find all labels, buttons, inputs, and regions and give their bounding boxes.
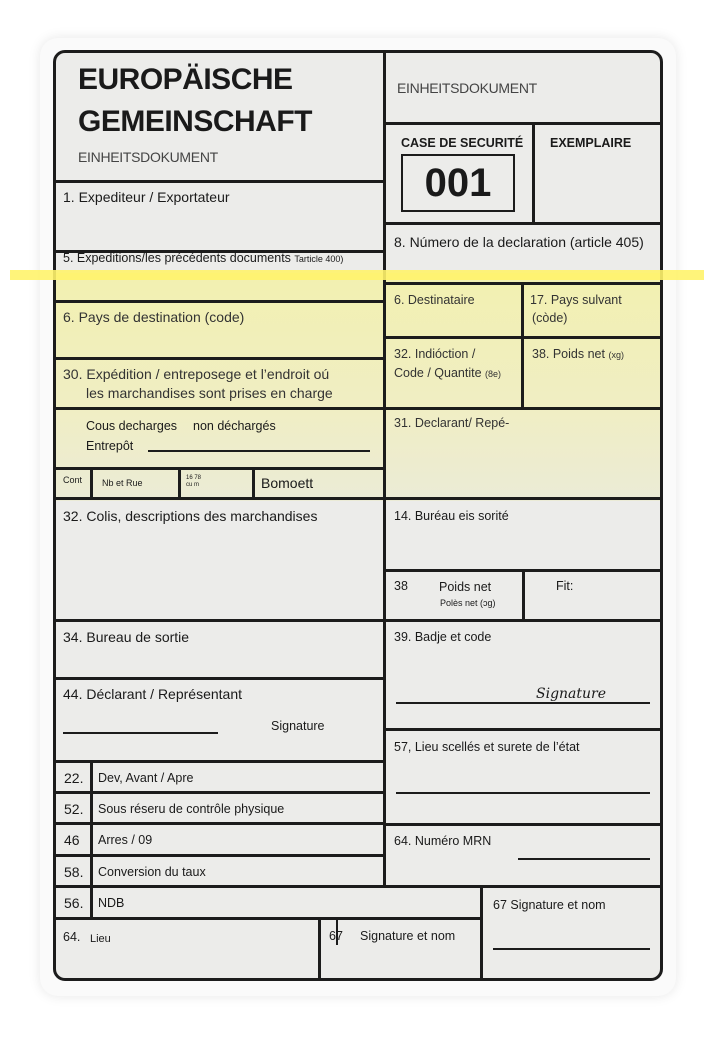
field-64-label: Lieu	[90, 933, 111, 945]
grid-line	[53, 467, 383, 470]
fit-label: Fit:	[556, 579, 574, 593]
field-64-mrn-line[interactable]	[518, 858, 650, 860]
row-46-num: 46	[64, 832, 80, 848]
grid-line	[178, 467, 181, 497]
entrepot-label: Entrepôt	[86, 439, 134, 453]
field-31-label: 31. Declarant/ Repé-	[394, 416, 510, 430]
row-22-num: 22.	[64, 770, 84, 786]
grid-line	[53, 791, 383, 794]
grid-line	[53, 854, 383, 857]
field-57-input-line[interactable]	[396, 792, 650, 794]
grid-line	[53, 885, 663, 888]
grid-line	[53, 760, 383, 763]
grid-line	[90, 467, 93, 497]
title-line2: GEMEINSCHAFT	[78, 105, 312, 138]
case-label: CASE DE SECURITÉ	[401, 136, 524, 150]
field-32-line2	[394, 366, 501, 381]
field-32-unit: (8e)	[485, 369, 502, 379]
highlight-bar	[10, 270, 704, 280]
grid-line	[383, 222, 663, 225]
field-32-line1: 32. Indióction /	[394, 347, 476, 361]
row-22-label: Dev, Avant / Apre	[98, 771, 194, 785]
grid-line	[522, 569, 525, 619]
field-39-sign-line[interactable]	[396, 702, 650, 704]
field-39-label: 39. Badje et code	[394, 630, 492, 644]
field-39-signature: Signature	[536, 686, 607, 702]
small-number-2: cu m	[186, 481, 200, 488]
grid-line	[480, 885, 483, 981]
grid-line	[383, 50, 386, 885]
bomoett-value: Bomoett	[261, 475, 314, 491]
subtitle: EINHEITSDOKUMENT	[78, 149, 218, 165]
field-38b-label: Poids net	[439, 580, 492, 594]
field-14-label: 14. Buréau eis sorité	[394, 509, 509, 523]
field-38-label	[532, 347, 624, 362]
small-number	[186, 475, 201, 488]
grid-line	[521, 282, 524, 407]
cous-decharges[interactable]: Cous decharges	[86, 419, 178, 433]
exemplaire-label: EXEMPLAIRE	[550, 136, 632, 150]
field-8-label: 8. Número de la declaration (article 405)	[394, 234, 644, 250]
grid-line	[383, 823, 663, 826]
grid-line	[252, 467, 255, 497]
customs-form	[53, 50, 663, 981]
field-38b-sub: Polès net (ɔg)	[440, 598, 496, 608]
grid-line	[532, 122, 535, 222]
grid-line	[318, 917, 321, 981]
right-title: EINHEITSDOKUMENT	[397, 80, 537, 96]
nb-rue-label: Nb et Rue	[102, 478, 143, 488]
field-64-num: 64.	[63, 930, 81, 944]
row-58-label: Conversion du taux	[98, 865, 206, 879]
field-38-unit: (xg)	[608, 350, 624, 360]
field-6-destinataire: 6. Destinataire	[394, 293, 475, 307]
field-32-code: Code / Quantite	[394, 366, 482, 380]
grid-line	[53, 917, 480, 920]
row-46-label: Arres / 09	[98, 833, 153, 847]
grid-line	[383, 728, 663, 731]
grid-line	[53, 357, 383, 360]
grid-line	[53, 822, 383, 825]
field-30-line2: les marchandises sont prises en charge	[86, 385, 333, 401]
grid-line	[53, 407, 383, 410]
small-number-1: 16 78	[186, 475, 202, 481]
grid-line	[90, 760, 93, 917]
cont-label: Cont	[63, 475, 83, 485]
grid-line	[53, 300, 383, 303]
row-52-num: 52.	[64, 801, 84, 817]
grid-line	[383, 407, 663, 410]
grid-line	[53, 619, 383, 622]
title-line1: EUROPÄISCHE	[78, 63, 293, 96]
grid-line	[383, 497, 663, 500]
field-6-label: 6. Pays de destination (code)	[63, 309, 245, 325]
field-67-right-label: 67 Signature et nom	[493, 898, 606, 912]
field-32-label: 32. Colis, descriptions des marchandises	[63, 508, 318, 524]
field-34-label: 34. Bureau de sortie	[63, 629, 190, 645]
field-44-signature: Signature	[271, 719, 325, 733]
grid-line	[53, 677, 383, 680]
field-38-text: 38. Poids net	[532, 347, 605, 361]
field-1-label: 1. Expediteur / Exportateur	[63, 189, 230, 205]
field-38b-num: 38	[394, 579, 408, 593]
non-decharges[interactable]: non déchargés	[193, 419, 276, 433]
grid-line	[53, 180, 383, 183]
field-5-text: 5. Expeditions/les précédents documents	[63, 251, 291, 265]
case-number: 001	[401, 154, 515, 212]
field-44-label: 44. Déclarant / Représentant	[63, 686, 242, 702]
field-67-num: 67	[329, 929, 343, 943]
grid-line	[383, 619, 663, 622]
grid-line	[383, 122, 663, 125]
field-57-label: 57, Lieu scellés et surete de l’état	[394, 740, 580, 754]
row-52-label: Sous réseru de contrôle physique	[98, 802, 285, 816]
grid-line	[53, 497, 383, 500]
field-17-line1: 17. Pays sulvant	[530, 293, 622, 307]
field-67-sign-line[interactable]	[493, 948, 650, 950]
field-67-label: Signature et nom	[360, 929, 456, 943]
field-17-line2: (còde)	[532, 311, 568, 325]
row-56-num: 56.	[64, 895, 84, 911]
row-56-label: NDB	[98, 896, 125, 910]
field-64-mrn-label: 64. Numéro MRN	[394, 834, 492, 848]
row-58-num: 58.	[64, 864, 84, 880]
field-30-line1: 30. Expédition / entreposege et l’endroit oú	[63, 366, 330, 382]
field-44-sign-line[interactable]	[63, 732, 218, 734]
entrepot-input-line[interactable]	[148, 450, 370, 452]
field-5-note: Tarticle 400)	[294, 254, 344, 264]
field-5-label	[63, 251, 343, 266]
